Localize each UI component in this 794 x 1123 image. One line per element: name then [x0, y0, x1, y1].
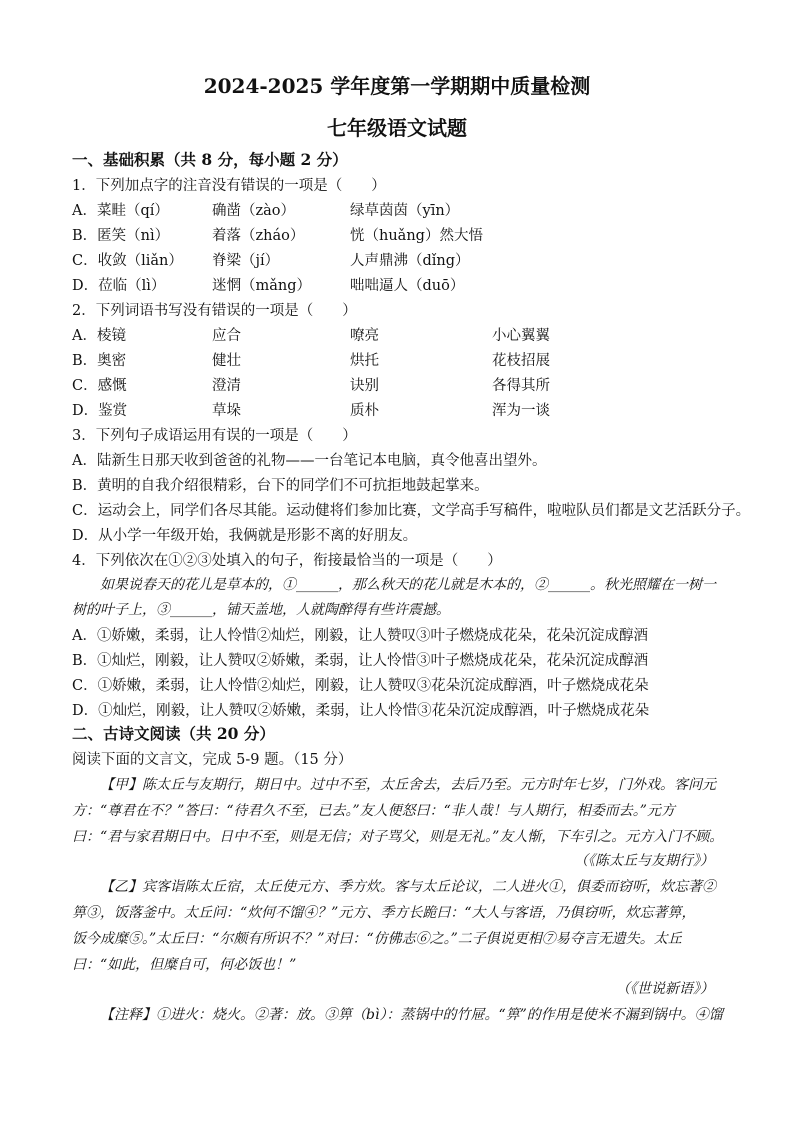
q4-passage-line2: 树的叶子上，③______，铺天盖地，人就陶醉得有些许震撼。	[72, 602, 450, 618]
jia-line-3: 曰：“君与家君期日中。日中不至，则是无信；对子骂父，则是无礼。”友人惭，下车引之。元方入门不顾。	[72, 829, 724, 845]
q2-d-2: 草垛	[212, 403, 241, 419]
q4-option-a: A．①娇嫩，柔弱，让人怜惜②灿烂，刚毅，让人赞叹③叶子燃烧成花朵，花朵沉淀成醇酒	[72, 628, 648, 644]
q3-stem: 3．下列句子成语运用有误的一项是（ ）	[72, 428, 357, 444]
q1-b-3: 恍（huǎng）然大悟	[350, 228, 483, 244]
q2-c-3: 诀别	[350, 378, 379, 394]
jia-line-2: 方：“尊君在不？”答曰：“待君久不至，已去。”友人便怒曰：“非人哉！与人期行，相委而去。”元方	[72, 803, 675, 819]
q4-option-d: D．①灿烂，刚毅，让人赞叹②娇嫩，柔弱，让人怜惜③花朵沉淀成醇酒，叶子燃烧成花朵	[72, 703, 650, 719]
section2-heading: 二、古诗文阅读（共 20 分）	[72, 724, 275, 743]
yi-line-3: 饭今成糜⑤。”太丘曰：“尔颇有所识不？”对曰：“仿佛志⑥之。”二子俱说更相⑦易夺言无遗失。太丘	[72, 931, 682, 947]
q3-option-d: D．从小学一年级开始，我俩就是形影不离的好朋友。	[72, 528, 418, 544]
q1-c-3: 人声鼎沸（dǐng）	[350, 253, 470, 269]
jia-line-1: 【甲】陈太丘与友期行，期日中。过中不至，太丘舍去，去后乃至。元方时年七岁，门外戏。客问元	[100, 777, 716, 793]
q2-d-4: 浑为一谈	[492, 403, 550, 419]
q3-option-c: C．运动会上，同学们各尽其能。运动健将们参加比赛，文学高手写稿件，啦啦队员们都是文艺活跃分子。	[72, 503, 751, 519]
q1-stem: 1．下列加点字的注音没有错误的一项是（ ）	[72, 178, 386, 194]
q2-c-2: 澄清	[212, 378, 241, 394]
q2-d-3: 质朴	[350, 403, 379, 419]
q2-c-4: 各得其所	[492, 378, 550, 394]
q1-a-2: 确凿（zào）	[212, 203, 296, 219]
q1-a-1: A．菜畦（qí）	[72, 203, 169, 219]
jia-source: （《陈太丘与友期行》）	[574, 853, 714, 869]
q2-a-1: A．棱镜	[72, 328, 126, 344]
yi-line-2: 箅③，饭落釜中。太丘问：“炊何不馏④？”元方、季方长跪曰：“大人与客语，乃俱窃听，炊忘著箅，	[72, 905, 696, 921]
q2-c-1: C．感慨	[72, 378, 127, 394]
q2-a-3: 嘹亮	[350, 328, 379, 344]
q1-b-2: 着落（zháo）	[212, 228, 305, 244]
q1-d-1: D．莅临（lì）	[72, 278, 166, 294]
q3-option-b: B．黄明的自我介绍很精彩，台下的同学们不可抗拒地鼓起掌来。	[72, 478, 489, 494]
q1-c-1: C．收敛（liǎn）	[72, 253, 183, 269]
yi-line-4: 曰：“如此，但糜自可，何必饭也！”	[72, 957, 297, 973]
yi-line-1: 【乙】宾客诣陈太丘宿，太丘使元方、季方炊。客与太丘论议，二人进火①，俱委而窃听，炊忘著②	[100, 879, 716, 895]
q1-a-3: 绿草茵茵（yīn）	[350, 203, 460, 219]
yi-source: （《世说新语》）	[616, 981, 714, 997]
exam-title: 2024-2025 学年度第一学期期中质量检测	[203, 74, 591, 98]
q3-option-a: A．陆新生日那天收到爸爸的礼物——一台笔记本电脑，真令他喜出望外。	[72, 453, 547, 469]
q2-b-2: 健壮	[212, 353, 241, 369]
q4-option-c: C．①娇嫩，柔弱，让人怜惜②灿烂，刚毅，让人赞叹③花朵沉淀成醇酒，叶子燃烧成花朵	[72, 678, 649, 694]
q2-b-1: B．奥密	[72, 353, 127, 369]
q2-b-3: 烘托	[350, 353, 379, 369]
annotation-note: 【注释】①进火：烧火。②著：放。③箅（bì）：蒸锅中的竹屉。“箅”的作用是使米不漏到锅中。④馏	[100, 1007, 723, 1023]
q1-c-2: 脊梁（jí）	[212, 253, 280, 269]
q4-option-b: B．①灿烂，刚毅，让人赞叹②娇嫩，柔弱，让人怜惜③叶子燃烧成花朵，花朵沉淀成醇酒	[72, 653, 649, 669]
q2-stem: 2．下列词语书写没有错误的一项是（ ）	[72, 303, 357, 319]
q1-b-1: B．匿笑（nì）	[72, 228, 170, 244]
q1-d-3: 咄咄逼人（duō）	[350, 278, 465, 294]
q4-stem: 4．下列依次在①②③处填入的句子，衔接最恰当的一项是（ ）	[72, 553, 502, 569]
q1-d-2: 迷惘（mǎng）	[212, 278, 312, 294]
q2-d-1: D．鉴赏	[72, 403, 128, 419]
exam-subtitle: 七年级语文试题	[327, 116, 467, 140]
q2-b-4: 花枝招展	[492, 353, 550, 369]
section2-intro: 阅读下面的文言文，完成 5-9 题。（15 分）	[72, 752, 353, 768]
q2-a-4: 小心翼翼	[492, 328, 550, 344]
q2-a-2: 应合	[212, 328, 241, 344]
section1-heading: 一、基础积累（共 8 分，每小题 2 分）	[72, 150, 348, 169]
q4-passage-line1: 如果说春天的花儿是草本的，①______，那么秋天的花儿就是木本的，②______。秋光照耀在一树一	[100, 577, 716, 593]
